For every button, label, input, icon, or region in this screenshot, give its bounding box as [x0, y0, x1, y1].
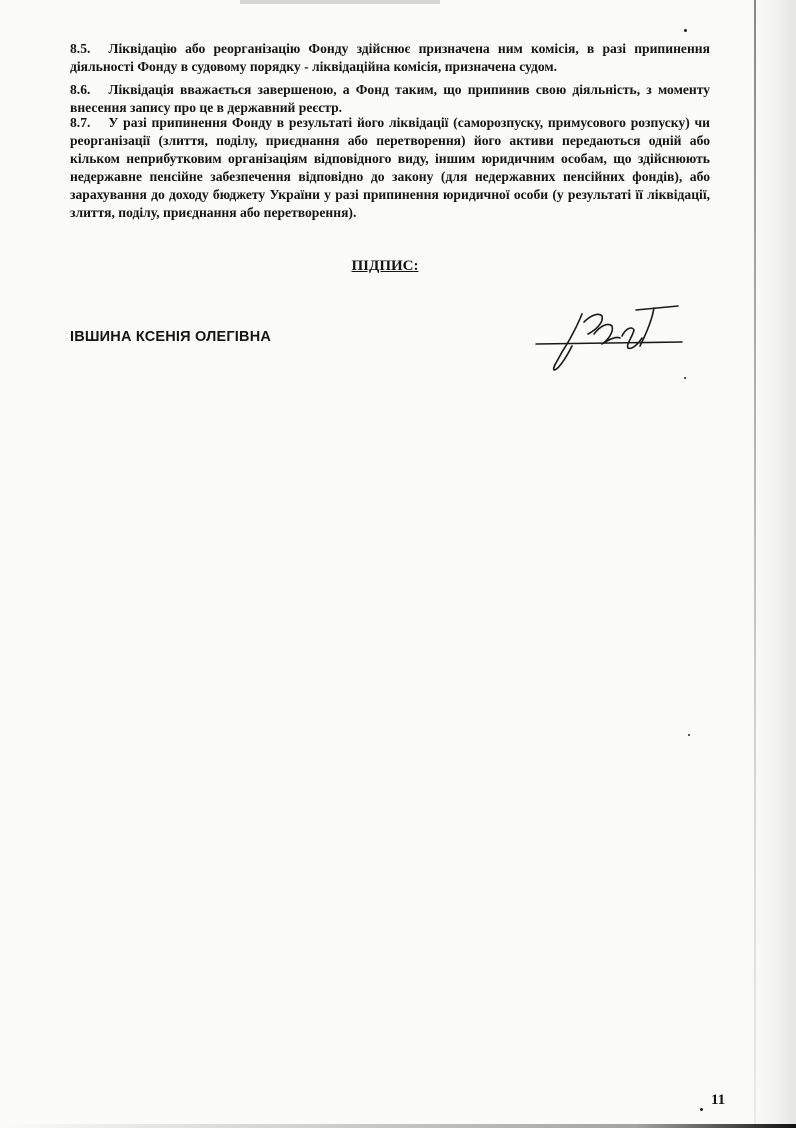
clause-text: Ліквідацію або реорганізацію Фонду здійснює призначена ним комісія, в разі припинення діяльності Фонду в судовому порядку - ліквідаційна комісія, призначена судом.: [70, 41, 710, 74]
signer-name: ІВШИНА КСЕНІЯ ОЛЕГІВНА: [70, 329, 272, 345]
scan-speck: [684, 29, 687, 32]
scan-bottom-edge: [0, 1124, 796, 1128]
signature-heading: ПІДПИС:: [351, 258, 419, 274]
scan-speck: [700, 1108, 703, 1111]
page-number: 11: [711, 1092, 726, 1108]
clause-number: 8.6.: [70, 82, 91, 97]
clause-8-5: [70, 40, 710, 76]
clause-8-6: [70, 81, 710, 117]
scan-page-edge-shadow: [750, 0, 796, 1128]
scan-top-smudge: [240, 0, 440, 4]
clause-text: У разі припинення Фонду в результаті його ліквідації (саморозпуску, примусового розпуску) чи реорганізації (злиття, поділу, приєднання або перетворення) його активи передаються одній або кільком неприбутковим організаціям відповідного виду, іншим юридичним особам, що здійснюють недержавне пенсійне забезпечення відповідно до закону (для недержавних пенсійних фондів), або зарахування до доходу бюджету України у разі припинення юридичної особи (у результаті її ліквідації, злиття, поділу, приєднання або перетворення).: [70, 115, 710, 220]
clause-number: 8.7.: [70, 115, 91, 130]
scan-speck: [684, 377, 686, 379]
clause-number: 8.5.: [70, 41, 91, 56]
clause-text: Ліквідація вважається завершеною, а Фонд таким, що припинив свою діяльність, з моменту внесення запису про це в державний реєстр.: [70, 82, 710, 115]
handwritten-signature: [532, 300, 684, 372]
scan-page-edge-line: [754, 0, 756, 1128]
clause-8-7: [70, 114, 710, 222]
scan-speck: [688, 734, 690, 736]
